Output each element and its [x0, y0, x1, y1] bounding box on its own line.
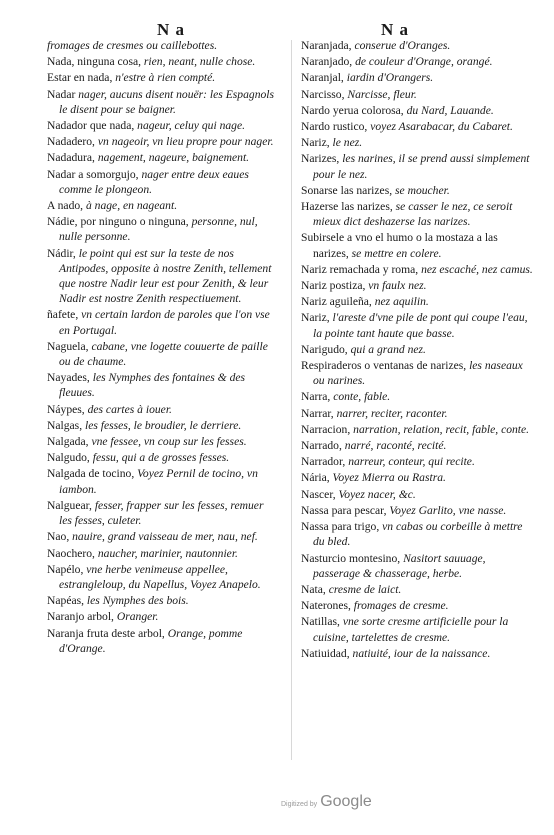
entry-translation: se moucher.: [395, 183, 450, 197]
entry-headword: Subirsele a vno el humo o la mostaza a las narizes,: [301, 231, 498, 260]
entry-headword: Naterones,: [301, 599, 354, 613]
entry-translation: les Nymphes des bois.: [86, 594, 189, 608]
entry-translation: fromages de cresmes ou caillebottes.: [47, 39, 218, 52]
dictionary-entry: [301, 310, 533, 340]
dictionary-entry: [301, 614, 533, 644]
dictionary-entry: [301, 582, 533, 597]
dictionary-entry: [47, 593, 275, 608]
entry-translation: vne herbe venimeuse appellee, estrangleloup, du Napellus, Voyez Anapelo.: [59, 562, 261, 591]
dictionary-entry: [47, 307, 275, 337]
dictionary-entry: [47, 214, 275, 244]
entry-translation: narrer, reciter, raconter.: [336, 406, 448, 420]
entry-translation: Oranger.: [116, 610, 159, 624]
dictionary-entry: [301, 454, 533, 469]
dictionary-entry: [301, 598, 533, 613]
entry-translation: Voyez nacer, &c.: [338, 487, 416, 501]
dictionary-entry: [47, 402, 275, 417]
dictionary-entry: [301, 103, 533, 118]
entry-headword: Nariz,: [301, 311, 333, 325]
entry-headword: Náypes,: [47, 402, 88, 416]
dictionary-entry: [301, 278, 533, 293]
entry-headword: Nalgas,: [47, 418, 85, 432]
entry-headword: Nariz postiza,: [301, 279, 369, 293]
entry-headword: Nassa para pescar,: [301, 503, 390, 517]
dictionary-entry: [47, 609, 275, 624]
dictionary-entry: [47, 87, 275, 117]
dictionary-entry: [301, 262, 533, 277]
entry-translation: nager, aucuns disent nouër: les Espagnols le disent pour se baigner.: [59, 87, 275, 116]
entry-headword: Nasturcio montesino,: [301, 551, 404, 565]
dictionary-entry: [47, 434, 275, 449]
entry-headword: Nada, ninguna cosa,: [47, 55, 144, 69]
entry-headword: Narra,: [301, 390, 334, 404]
entry-translation: fromages de cresme.: [353, 599, 449, 613]
entry-headword: Natillas,: [301, 615, 343, 629]
dictionary-entry: [301, 503, 533, 518]
dictionary-entry: [47, 167, 275, 197]
entry-headword: Nadar: [47, 87, 79, 101]
entry-headword: Nadador que nada,: [47, 119, 138, 133]
entry-translation: nez aquilin.: [374, 295, 429, 309]
entry-headword: Narigudo,: [301, 342, 351, 356]
entry-translation: les narines, il se prend aussi simplement pour le nez.: [313, 152, 530, 181]
entry-translation: personne, nul, nulle personne.: [59, 215, 258, 244]
entry-headword: Nao,: [47, 530, 73, 544]
entry-headword: Narrar,: [301, 406, 337, 420]
entry-headword: Nária,: [301, 471, 333, 485]
entry-headword: Narrador,: [301, 455, 349, 469]
entry-translation: l'areste d'vne pile de pont qui coupe l'eau, la pointe tant haute que basse.: [313, 311, 528, 340]
entry-translation: les Nymphes des fontaines & des fleuues.: [59, 371, 246, 400]
dictionary-entry: [301, 38, 533, 53]
entry-headword: Nadadero,: [47, 135, 98, 149]
entry-translation: les naseaux ou narines.: [313, 359, 523, 388]
entry-headword: Naguela,: [47, 339, 92, 353]
entry-headword: Naranjado,: [301, 55, 356, 69]
entry-translation: nauire, grand vaisseau de mer, nau, nef.: [72, 530, 258, 544]
entry-translation: nager entre deux eaues comme le plongeon.: [59, 167, 249, 196]
entry-translation: narré, raconté, recité.: [344, 439, 447, 453]
right-column: [301, 38, 533, 662]
dictionary-entry: [301, 54, 533, 69]
dictionary-entry: [301, 470, 533, 485]
entry-headword: Nassa para trigo,: [301, 520, 383, 534]
entry-translation: les fesses, le broudier, le derriere.: [85, 418, 242, 432]
entry-headword: Nalguear,: [47, 498, 95, 512]
entry-translation: nageur, celuy qui nage.: [137, 119, 245, 133]
dictionary-entry: [301, 422, 533, 437]
dictionary-entry: [47, 546, 275, 561]
entry-translation: Nasitort sauuage, passerage & chasserage, herbe.: [313, 551, 486, 580]
entry-translation: le nez.: [332, 136, 363, 150]
entry-headword: Sonarse las narizes,: [301, 183, 396, 197]
dictionary-entry: [47, 450, 275, 465]
google-brand: Google: [320, 793, 372, 810]
dictionary-entry: [47, 198, 275, 213]
dictionary-entry: [301, 438, 533, 453]
entry-headword: Nádie, por ninguno o ninguna,: [47, 215, 192, 229]
entry-headword: ñafete,: [47, 308, 82, 322]
entry-translation: des cartes à iouer.: [87, 402, 172, 416]
dictionary-entry: [47, 498, 275, 528]
entry-translation: conserue d'Oranges.: [354, 39, 451, 52]
entry-headword: Estar en nada,: [47, 71, 116, 85]
dictionary-entry: [47, 339, 275, 369]
dictionary-entry: [301, 87, 533, 102]
entry-headword: Hazerse las narizes,: [301, 200, 396, 214]
entry-translation: Orange, pomme d'Orange.: [59, 626, 243, 655]
entry-translation: de couleur d'Orange, orangé.: [355, 55, 493, 69]
dictionary-entry: [47, 466, 275, 496]
entry-headword: Nariz aguileña,: [301, 295, 375, 309]
entry-headword: Nascer,: [301, 487, 339, 501]
entry-translation: vne fessee, vn coup sur les fesses.: [91, 435, 247, 449]
entry-translation: Voyez Mierra ou Rastra.: [332, 471, 446, 485]
column-divider: [291, 40, 292, 760]
dictionary-entry: [301, 119, 533, 134]
entry-translation: natiuité, iour de la naissance.: [352, 646, 491, 660]
entry-translation: naucher, marinier, nautonnier.: [97, 546, 238, 560]
entry-translation: à nage, en nageant.: [85, 199, 178, 213]
entry-translation: vn cabas ou corbeille à mettre du bled.: [313, 520, 523, 549]
entry-headword: Nardo yerua colorosa,: [301, 103, 407, 117]
entry-translation: nagement, nageure, baignement.: [97, 151, 250, 165]
entry-headword: Nalgudo,: [47, 451, 93, 465]
left-column: [47, 38, 275, 657]
entry-translation: n'estre à rien compté.: [115, 71, 216, 85]
dictionary-entry: [301, 551, 533, 581]
entry-translation: vne sorte cresme artificielle pour la cuisine, tartelettes de cresme.: [313, 615, 509, 644]
dictionary-entry: [301, 135, 533, 150]
entry-headword: Narizes,: [301, 152, 343, 166]
entry-headword: Naranja fruta deste arbol,: [47, 626, 168, 640]
entry-translation: Voyez Garlito, vne nasse.: [389, 503, 507, 517]
entry-translation: narreur, conteur, qui recite.: [348, 455, 475, 469]
dictionary-entry: [47, 118, 275, 133]
entry-translation: se casser le nez, ce seroit mieux dict deshazerse las narizes.: [313, 200, 513, 229]
dictionary-entry: [47, 246, 275, 307]
entry-translation: narration, relation, recit, fable, conte.: [353, 422, 530, 436]
dictionary-entry: [301, 294, 533, 309]
dictionary-entry: [47, 134, 275, 149]
entry-translation: qui a grand nez.: [350, 342, 426, 356]
entry-headword: Nariz remachada y roma,: [301, 262, 422, 276]
entry-headword: Nariz,: [301, 136, 333, 150]
dictionary-entry: [301, 358, 533, 388]
dictionary-entry: [301, 230, 533, 260]
dictionary-entry: [47, 562, 275, 592]
entry-headword: Napélo,: [47, 562, 87, 576]
dictionary-entry: [47, 70, 275, 85]
entry-translation: du Nard, Lauande.: [406, 103, 494, 117]
entry-headword: Nádir,: [47, 246, 79, 260]
entry-headword: Nalgada,: [47, 435, 92, 449]
entry-headword: Nata,: [301, 582, 329, 596]
entry-translation: vn faulx nez.: [368, 279, 427, 293]
entry-translation: cresme de laict.: [328, 582, 402, 596]
entry-translation: Narcisse, fleur.: [347, 87, 417, 101]
dictionary-entry: [301, 199, 533, 229]
entry-translation: rien, neant, nulle chose.: [143, 55, 256, 69]
entry-headword: Naranjada,: [301, 39, 355, 52]
entry-headword: Nardo rustico,: [301, 120, 371, 134]
entry-headword: Napéas,: [47, 594, 87, 608]
entry-headword: Respiraderos o ventanas de narizes,: [301, 359, 470, 373]
entry-translation: cabane, vne logette couuerte de paille ou de chaume.: [59, 339, 268, 369]
entry-headword: Narcisso,: [301, 87, 348, 101]
entry-headword: A nado,: [47, 199, 86, 213]
entry-headword: Narracion,: [301, 422, 354, 436]
dictionary-entry: [301, 646, 533, 661]
dictionary-entry: [301, 183, 533, 198]
entry-headword: Naochero,: [47, 546, 98, 560]
dictionary-entry: [301, 389, 533, 404]
dictionary-entry: [47, 370, 275, 400]
digitized-by-text: Digitized by: [281, 801, 318, 808]
entry-translation: fesser, frapper sur les fesses, remuer les fesses, culeter.: [59, 498, 264, 528]
entry-translation: vn certain lardon de paroles que l'on vse en Portugal.: [59, 308, 270, 337]
entry-translation: nez escaché, nez camus.: [421, 262, 533, 276]
left-running-header: N a: [157, 20, 186, 39]
entry-translation: voyez Asarabacar, du Cabaret.: [370, 120, 513, 134]
dictionary-entry: [47, 38, 275, 53]
entry-headword: Natiuidad,: [301, 646, 353, 660]
dictionary-entry: [47, 150, 275, 165]
right-running-header: N a: [381, 20, 410, 39]
entry-headword: Nadar a somorgujo,: [47, 167, 142, 181]
entry-headword: Nayades,: [47, 371, 93, 385]
entry-translation: Voyez Pernil de tocino, vn iambon.: [59, 467, 258, 496]
dictionary-entry: [47, 626, 275, 656]
entry-translation: le point qui est sur la teste de nos Antipodes, opposite à nostre Zenith, tellement que nostre Nadir leur est pour Zenith, & leur Nadir est nostre Zenith respectiuement.: [59, 246, 272, 306]
dictionary-entry: [301, 519, 533, 549]
entry-headword: Naranjal,: [301, 71, 347, 85]
entry-headword: Nalgada de tocino,: [47, 467, 138, 481]
entry-translation: iardin d'Orangers.: [346, 71, 434, 85]
digitized-watermark: [281, 793, 372, 811]
dictionary-entry: [301, 151, 533, 181]
entry-headword: Narrado,: [301, 439, 345, 453]
dictionary-entry: [301, 342, 533, 357]
entry-headword: Nadadura,: [47, 151, 98, 165]
entry-headword: Naranjo arbol,: [47, 610, 117, 624]
entry-translation: fessu, qui a de grosses fesses.: [92, 451, 230, 465]
entry-translation: se mettre en colere.: [351, 246, 442, 260]
dictionary-entry: [301, 406, 533, 421]
dictionary-entry: [47, 54, 275, 69]
dictionary-entry: [301, 487, 533, 502]
dictionary-entry: [47, 529, 275, 544]
dictionary-entry: [47, 418, 275, 433]
entry-translation: vn nageoir, vn lieu propre pour nager.: [97, 135, 274, 149]
dictionary-entry: [301, 70, 533, 85]
entry-translation: conte, fable.: [333, 390, 391, 404]
